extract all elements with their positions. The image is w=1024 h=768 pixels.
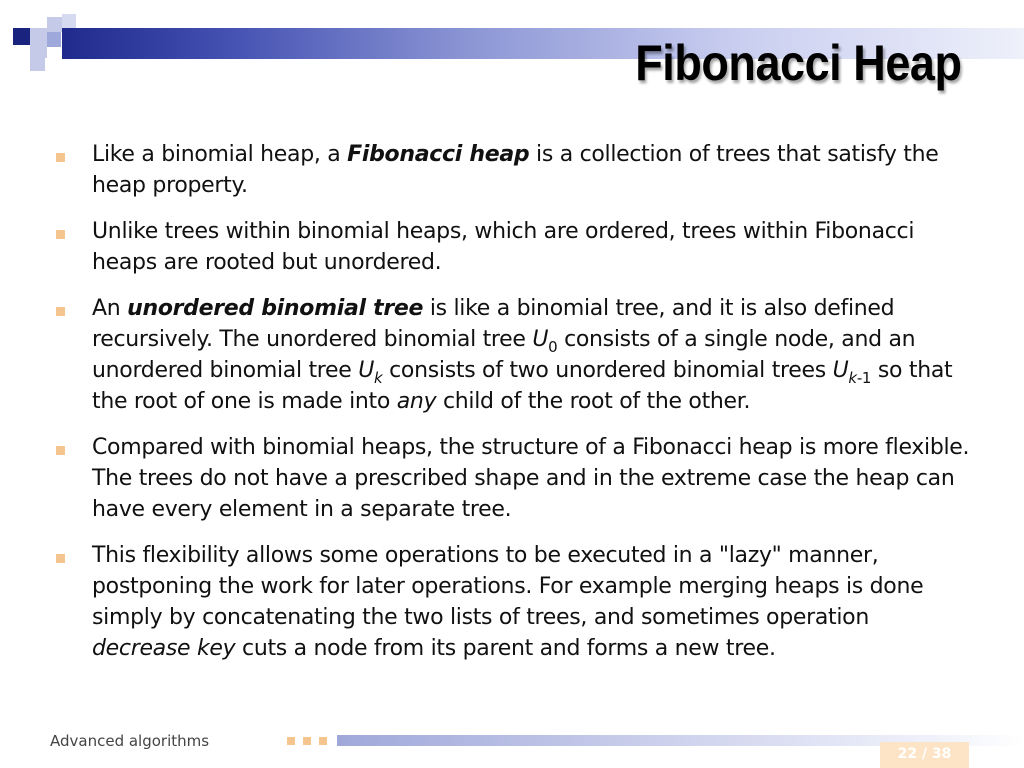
page-number: 22 / 38 <box>880 742 969 768</box>
decor-square <box>30 45 47 58</box>
bullet-text: is like a binomial tree, and it is also defined recursively. The unordered binomial tree <box>92 296 895 352</box>
math-subscript: 0 <box>548 338 558 356</box>
math-subscript: k <box>848 369 857 387</box>
decor-square <box>47 17 62 32</box>
bullet-text: cuts a node from its parent and forms a new tree. <box>235 636 776 661</box>
bullet-square-icon <box>56 554 65 563</box>
bullet-item <box>50 293 970 417</box>
bullet-text: child of the root of the other. <box>436 389 751 414</box>
bullet-text: Compared with binomial heaps, the structure of a Fibonacci heap is more flexible. The trees do not have a prescribed shape and in the extreme case the heap can have every element in a separate tree. <box>92 435 970 522</box>
footer-square-icon <box>287 737 295 745</box>
bullet-square-icon <box>56 307 65 316</box>
bullet-item <box>50 540 970 664</box>
emphasis-term: decrease key <box>92 636 236 661</box>
bullet-text: is a collection of trees that satisfy the heap property. <box>92 142 939 198</box>
bullet-item <box>50 139 970 201</box>
decor-square <box>30 58 45 71</box>
slide-title: Fibonacci Heap <box>635 35 962 91</box>
bullet-text: consists of two unordered binomial trees <box>382 358 833 383</box>
bullet-item <box>50 432 970 525</box>
emphasis-term: unordered binomial tree <box>127 296 424 321</box>
math-symbol: U <box>832 358 849 383</box>
emphasis-word: any <box>396 389 437 414</box>
footer-square-icon <box>319 737 327 745</box>
footer-square-icon <box>303 737 311 745</box>
bullet-item <box>50 216 970 278</box>
bullet-text: consists of a single node, and an unordered binomial tree <box>92 327 916 383</box>
decor-square <box>30 28 47 45</box>
math-subscript: -1 <box>856 369 872 387</box>
bullet-text: An <box>92 296 128 321</box>
math-symbol: U <box>358 358 375 383</box>
math-symbol: U <box>532 327 549 352</box>
bullet-list <box>50 139 970 679</box>
decor-square <box>62 14 76 28</box>
bullet-text: Unlike trees within binomial heaps, which are ordered, trees within Fibonacci heaps are rooted but unordered. <box>92 219 915 275</box>
bullet-text: so that the root of one is made into <box>92 358 953 414</box>
bullet-square-icon <box>56 446 65 455</box>
decor-square <box>13 28 30 45</box>
emphasis-term: Fibonacci heap <box>347 142 530 167</box>
footer-label: Advanced algorithms <box>50 732 210 750</box>
math-subscript: k <box>374 369 383 387</box>
bullet-square-icon <box>56 230 65 239</box>
decor-square <box>47 32 61 47</box>
bullet-square-icon <box>56 153 65 162</box>
bullet-text: Like a binomial heap, a <box>92 142 348 167</box>
bullet-text: This flexibility allows some operations to be executed in a "lazy" manner, postponing the work for later operations. For example merging heaps is done simply by concatenating the two lists of trees, and sometimes operation <box>92 543 924 630</box>
